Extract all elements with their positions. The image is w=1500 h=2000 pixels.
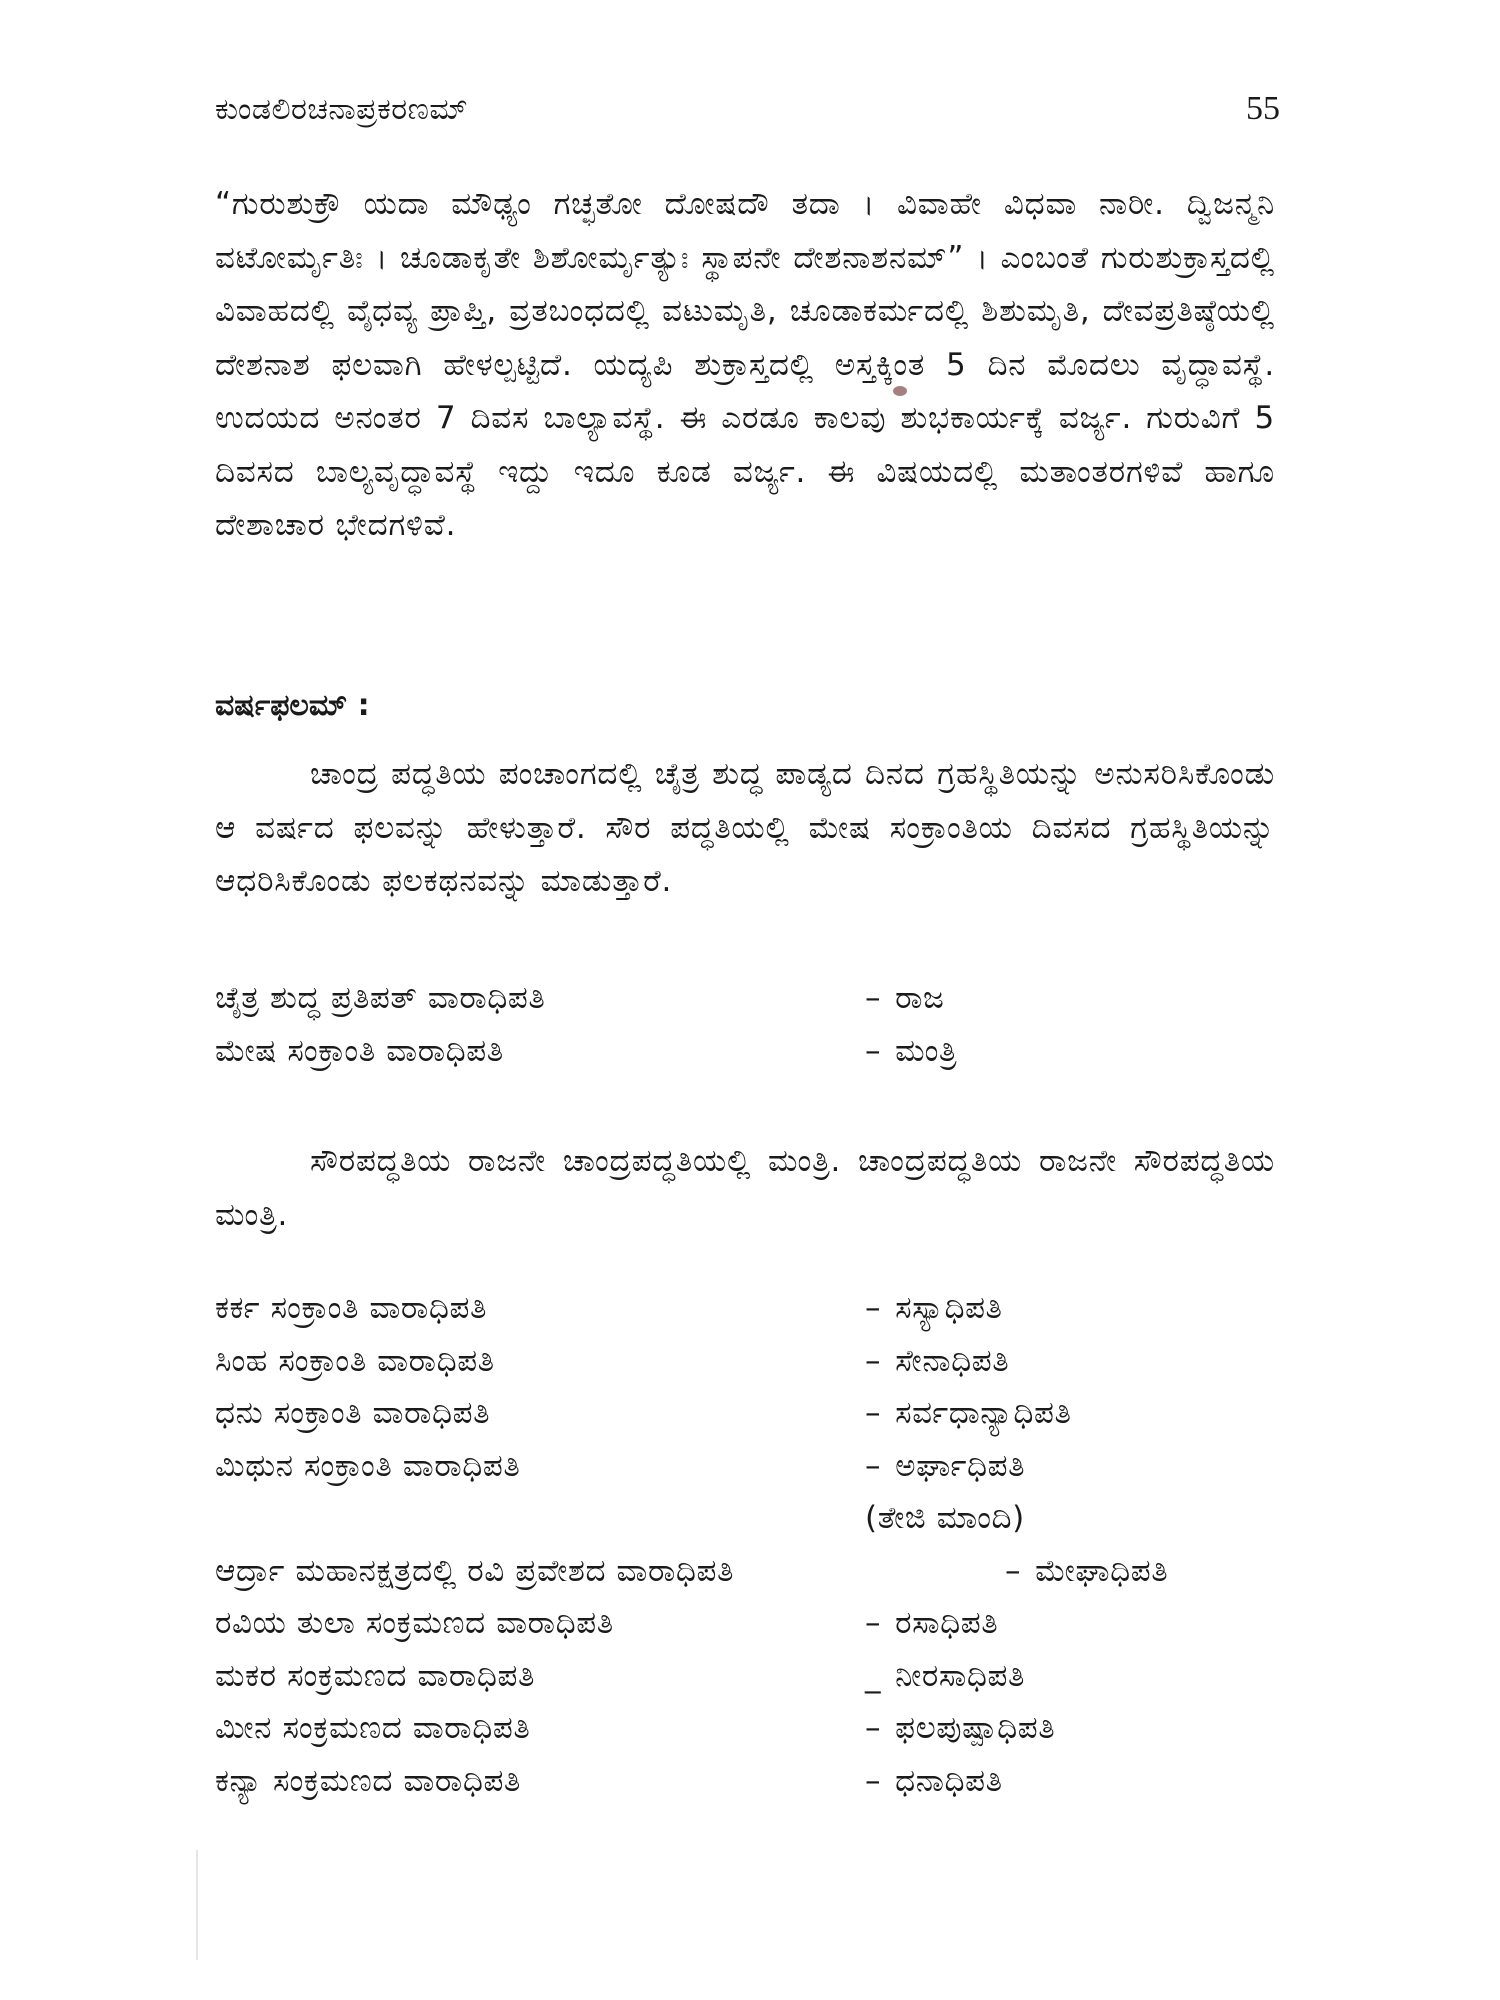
list-item [215,1448,1275,1501]
page-number: 55 [1246,90,1280,127]
list-item-dash: – [865,1605,882,1641]
list-item-label: ಸಿಂಹ ಸಂಕ್ರಾಂತಿ ವಾರಾಧಿಪತಿ [215,1342,495,1379]
list-item-dash: – [865,1395,882,1431]
list-item-value-wrap [865,1448,1025,1485]
list-item-label: ಮಕರ ಸಂಕ್ರಮಣದ ವಾರಾಧಿಪತಿ [215,1657,535,1694]
list-item-label: ಆರ್ದ್ರಾ ಮಹಾನಕ್ಷತ್ರದಲ್ಲಿ ರವಿ ಪ್ರವೇಶದ ವಾರಾಧಿಪತಿ [215,1552,735,1589]
list-item-value-wrap [865,1395,1071,1432]
list-item [215,980,1275,1033]
list-item-value: ಮೇಘಾಧಿಪತಿ [1035,1552,1169,1589]
list-item [215,1605,1275,1658]
list-item-dash: – [865,1032,882,1069]
list-item-label: ಕನ್ಯಾ ಸಂಕ್ರಮಣದ ವಾರಾಧಿಪತಿ [215,1762,521,1799]
list-item-label: ಚೈತ್ರ ಶುದ್ಧ ಪ್ರತಿಪತ್ ವಾರಾಧಿಪತಿ [215,980,546,1016]
list-item-value-wrap [1005,1553,1168,1590]
list-item-label: ಮಿಥುನ ಸಂಕ್ರಾಂತಿ ವಾರಾಧಿಪತಿ [215,1447,521,1484]
list-item-dash: – [865,1290,882,1326]
list-item-value: ಸೇನಾಧಿಪತಿ [895,1342,1010,1379]
list-item-dash: – [865,1447,882,1484]
list-item [215,1395,1275,1448]
section-heading: ವರ್ಷಫಲಮ್ : [215,688,370,723]
list-item-label: ಕರ್ಕ ಸಂಕ್ರಾಂತಿ ವಾರಾಧಿಪತಿ [215,1290,487,1326]
list-item-value: ರಾಜ [895,980,945,1016]
list-item-value: ಫಲಪುಷ್ಪಾಧಿಪತಿ [895,1710,1056,1746]
list-item-value: ಮಂತ್ರಿ [895,1032,958,1069]
list-item-dash: – [865,1710,882,1746]
list-item [215,1710,1275,1763]
list-b [215,1290,1275,1815]
list-item-value: ಧನಾಧಿಪತಿ [895,1762,1003,1799]
list-item-value-wrap [865,980,944,1017]
scan-margin-line [196,1850,198,1960]
list-item-value-wrap [865,1605,998,1642]
list-item-value-wrap [865,1033,957,1070]
list-item-value-wrap [865,1710,1055,1747]
list-item-label: ರವಿಯ ತುಲಾ ಸಂಕ್ರಮಣದ ವಾರಾಧಿಪತಿ [215,1605,614,1641]
list-item [215,1343,1275,1396]
list-item-note-text: (ತೇಜಿ ಮಾಂದಿ) [865,1500,1025,1536]
list-item-value-wrap [865,1763,1003,1800]
list-item-dash: – [865,1762,882,1799]
ink-spot [893,386,907,396]
list-item-dash: – [865,980,882,1016]
list-a [215,980,1275,1085]
quote-paragraph: “ಗುರುಶುಕ್ರೌ ಯದಾ ಮೌಢ್ಯಂ ಗಚ್ಛತೋ ದೋಷದೌ ತದಾ । ವಿವಾಹೇ ವಿಧವಾ ನಾರೀ. ದ್ವಿಜನ್ಮನಿ ವಟೋರ್ಮೃತಿಃ । ಚೂಡಾಕೃತೇ ಶಿಶೋರ್ಮೃತ್ಯುಃ ಸ್ಥಾಪನೇ ದೇಶನಾಶನಮ್” । ಎಂಬಂತೆ ಗುರುಶುಕ್ರಾಸ್ತದಲ್ಲಿ ವಿವಾಹದಲ್ಲಿ ವೈಧವ್ಯ ಪ್ರಾಪ್ತಿ, ವ್ರತಬಂಧದಲ್ಲಿ ವಟುಮೃತಿ, ಚೂಡಾಕರ್ಮದಲ್ಲಿ ಶಿಶುಮೃತಿ, ದೇವಪ್ರತಿಷ್ಠೆಯಲ್ಲಿ ದೇಶನಾಶ ಫಲವಾಗಿ ಹೇಳಲ್ಪಟ್ಟಿದೆ. ಯದ್ಯಪಿ ಶುಕ್ರಾಸ್ತದಲ್ಲಿ ಅಸ್ತಕ್ಕಿಂತ 5 ದಿನ ಮೊದಲು ವೃದ್ಧಾವಸ್ಥೆ. ಉದಯದ ಅನಂತರ 7 ದಿವಸ ಬಾಲ್ಯಾವಸ್ಥೆ. ಈ ಎರಡೂ ಕಾಲವು ಶುಭಕಾರ್ಯಕ್ಕೆ ವರ್ಜ್ಯ. ಗುರುವಿಗೆ 5 ದಿವಸದ ಬಾಲ್ಯವೃದ್ಧಾವಸ್ಥೆ ಇದ್ದು ಇದೂ ಕೂಡ ವರ್ಜ್ಯ. ಈ ವಿಷಯದಲ್ಲಿ ಮತಾಂತರಗಳಿವೆ ಹಾಗೂ ದೇಶಾಚಾರ ಭೇದಗಳಿವೆ. [215,186,1275,543]
list-item [215,1763,1275,1816]
list-item-value: ಸರ್ವಧಾನ್ಯಾಧಿಪತಿ [895,1395,1072,1431]
list-item-dash: – [1005,1552,1022,1589]
list-item-value-wrap [865,1343,1009,1380]
list-item [215,1033,1275,1086]
section-paragraph-1: ಚಾಂದ್ರ ಪದ್ಧತಿಯ ಪಂಚಾಂಗದಲ್ಲಿ ಚೈತ್ರ ಶುದ್ಧ ಪಾಡ್ಯದ ದಿನದ ಗ್ರಹಸ್ಥಿತಿಯನ್ನು ಅನುಸರಿಸಿಕೊಂಡು ಆ ವರ್ಷದ ಫಲವನ್ನು ಹೇಳುತ್ತಾರೆ. ಸೌರ ಪದ್ಧತಿಯಲ್ಲಿ ಮೇಷ ಸಂಕ್ರಾಂತಿಯ ದಿವಸದ ಗ್ರಹಸ್ಥಿತಿಯನ್ನು ಆಧರಿಸಿಕೊಂಡು ಫಲಕಥನವನ್ನು ಮಾಡುತ್ತಾರೆ. [215,756,1275,899]
list-item [215,1553,1275,1606]
list-item-value-wrap [865,1290,1003,1327]
list-item-value: ಸಸ್ಯಾಧಿಪತಿ [895,1290,1003,1326]
list-item-dash: – [865,1342,882,1379]
list-item-value: ಅರ್ಘಾಧಿಪತಿ [895,1447,1026,1484]
list-item-value: ನೀರಸಾಧಿಪತಿ [895,1657,1026,1694]
list-item-label: ಧನು ಸಂಕ್ರಾಂತಿ ವಾರಾಧಿಪತಿ [215,1395,491,1431]
list-item-label: ಮೀನ ಸಂಕ್ರಮಣದ ವಾರಾಧಿಪತಿ [215,1710,531,1746]
list-item-note [215,1500,1275,1553]
list-item [215,1658,1275,1711]
list-item [215,1290,1275,1343]
list-item-dash: _ [865,1657,882,1694]
list-item-value-wrap [865,1658,1025,1695]
running-head: ಕುಂಡಲಿರಚನಾಪ್ರಕರಣಮ್ [215,92,469,127]
list-item-label: ಮೇಷ ಸಂಕ್ರಾಂತಿ ವಾರಾಧಿಪತಿ [215,1032,504,1069]
list-item-value: ರಸಾಧಿಪತಿ [895,1605,999,1641]
section-paragraph-2: ಸೌರಪದ್ಧತಿಯ ರಾಜನೇ ಚಾಂದ್ರಪದ್ಧತಿಯಲ್ಲಿ ಮಂತ್ರಿ. ಚಾಂದ್ರಪದ್ಧತಿಯ ರಾಜನೇ ಸೌರಪದ್ಧತಿಯ ಮಂತ್ರಿ. [215,1143,1275,1233]
